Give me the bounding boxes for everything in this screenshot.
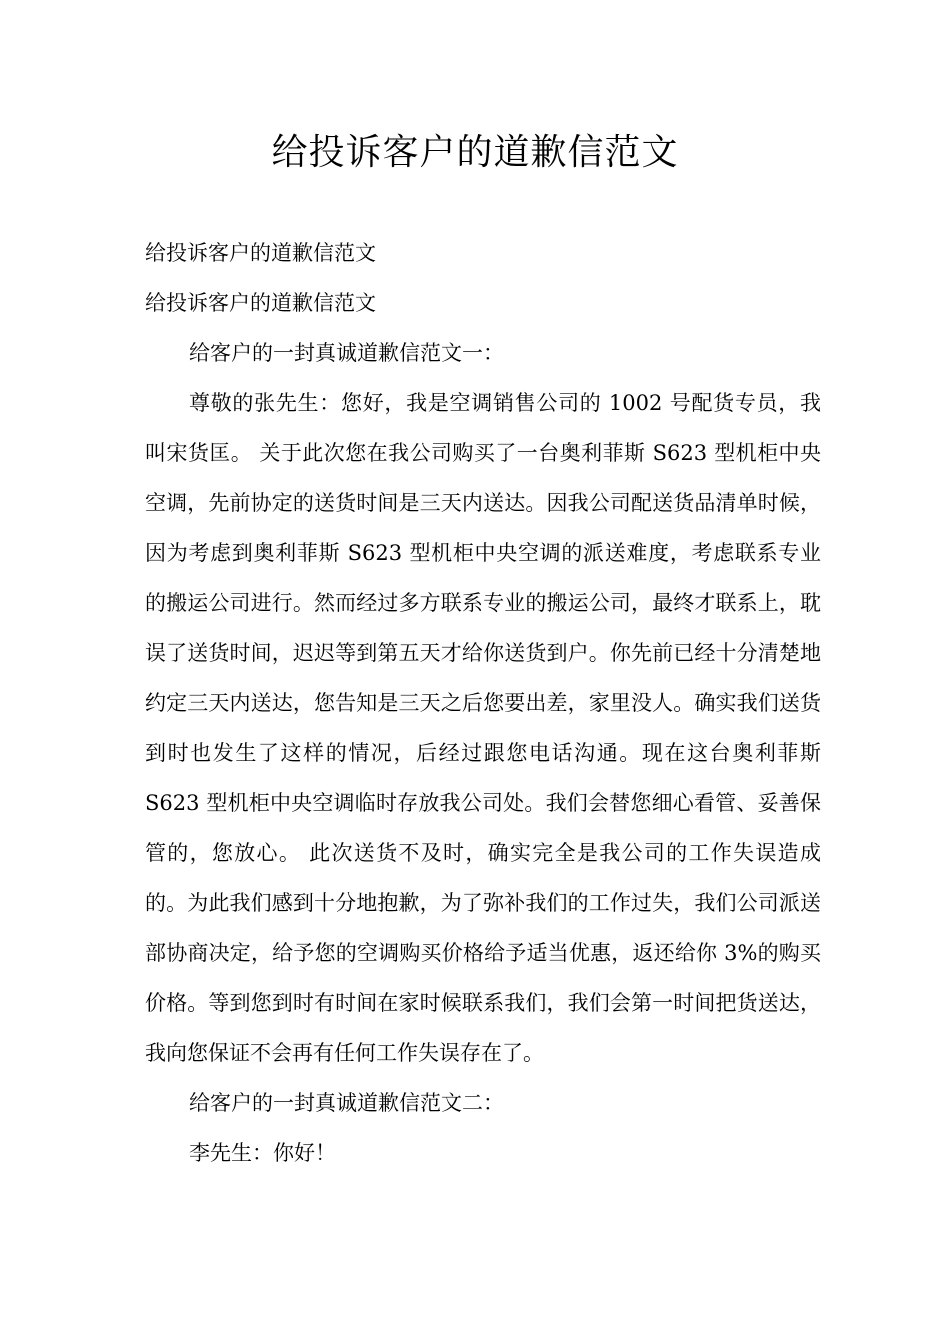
body-paragraph: 李先生：你好！ <box>189 1141 336 1165</box>
body-paragraph: 给客户的一封真诚道歉信范文一： <box>189 341 504 365</box>
document-body <box>145 228 821 1178</box>
body-paragraph: 给客户的一封真诚道歉信范文二： <box>189 1091 504 1115</box>
body-paragraph: 尊敬的张先生：您好，我是空调销售公司的 1002 号配货专员，我叫宋货匡。 关于此次您在我公司购买了一台奥利菲斯 S623 型机柜中央空调，先前协定的送货时间是三天内送达。因我公司配送货品清单时候，因为考虑到奥利菲斯 S623 型机柜中央空调的派送难度，考虑联系专业的搬运公司进行。然而经过多方联系专业的搬运公司，最终才联系上，耽误了送货时间，迟迟等到第五天才给你送货到户。你先前已经十分清楚地约定三天内送达，您告知是三天之后您要出差，家里没人。确实我们送货到时也发生了这样的情况，后经过跟您电话沟通。现在这台奥利菲斯 S623 型机柜中央空调临时存放我公司处。我们会替您细心看管、妥善保管的，您放心。 此次送货不及时，确实完全是我公司的工作失误造成的。为此我们感到十分地抱歉，为了弥补我们的工作过失，我们公司派送部协商决定，给予您的空调购买价格给予适当优惠，返还给你 3%的购买价格。等到您到时有时间在家时候联系我们，我们会第一时间把货送达，我向您保证不会再有任何工作失误存在了。 <box>145 391 821 1065</box>
body-paragraph: 给投诉客户的道歉信范文 <box>145 241 376 265</box>
document-title: 给投诉客户的道歉信范文 <box>271 132 679 173</box>
body-paragraph: 给投诉客户的道歉信范文 <box>145 291 376 315</box>
